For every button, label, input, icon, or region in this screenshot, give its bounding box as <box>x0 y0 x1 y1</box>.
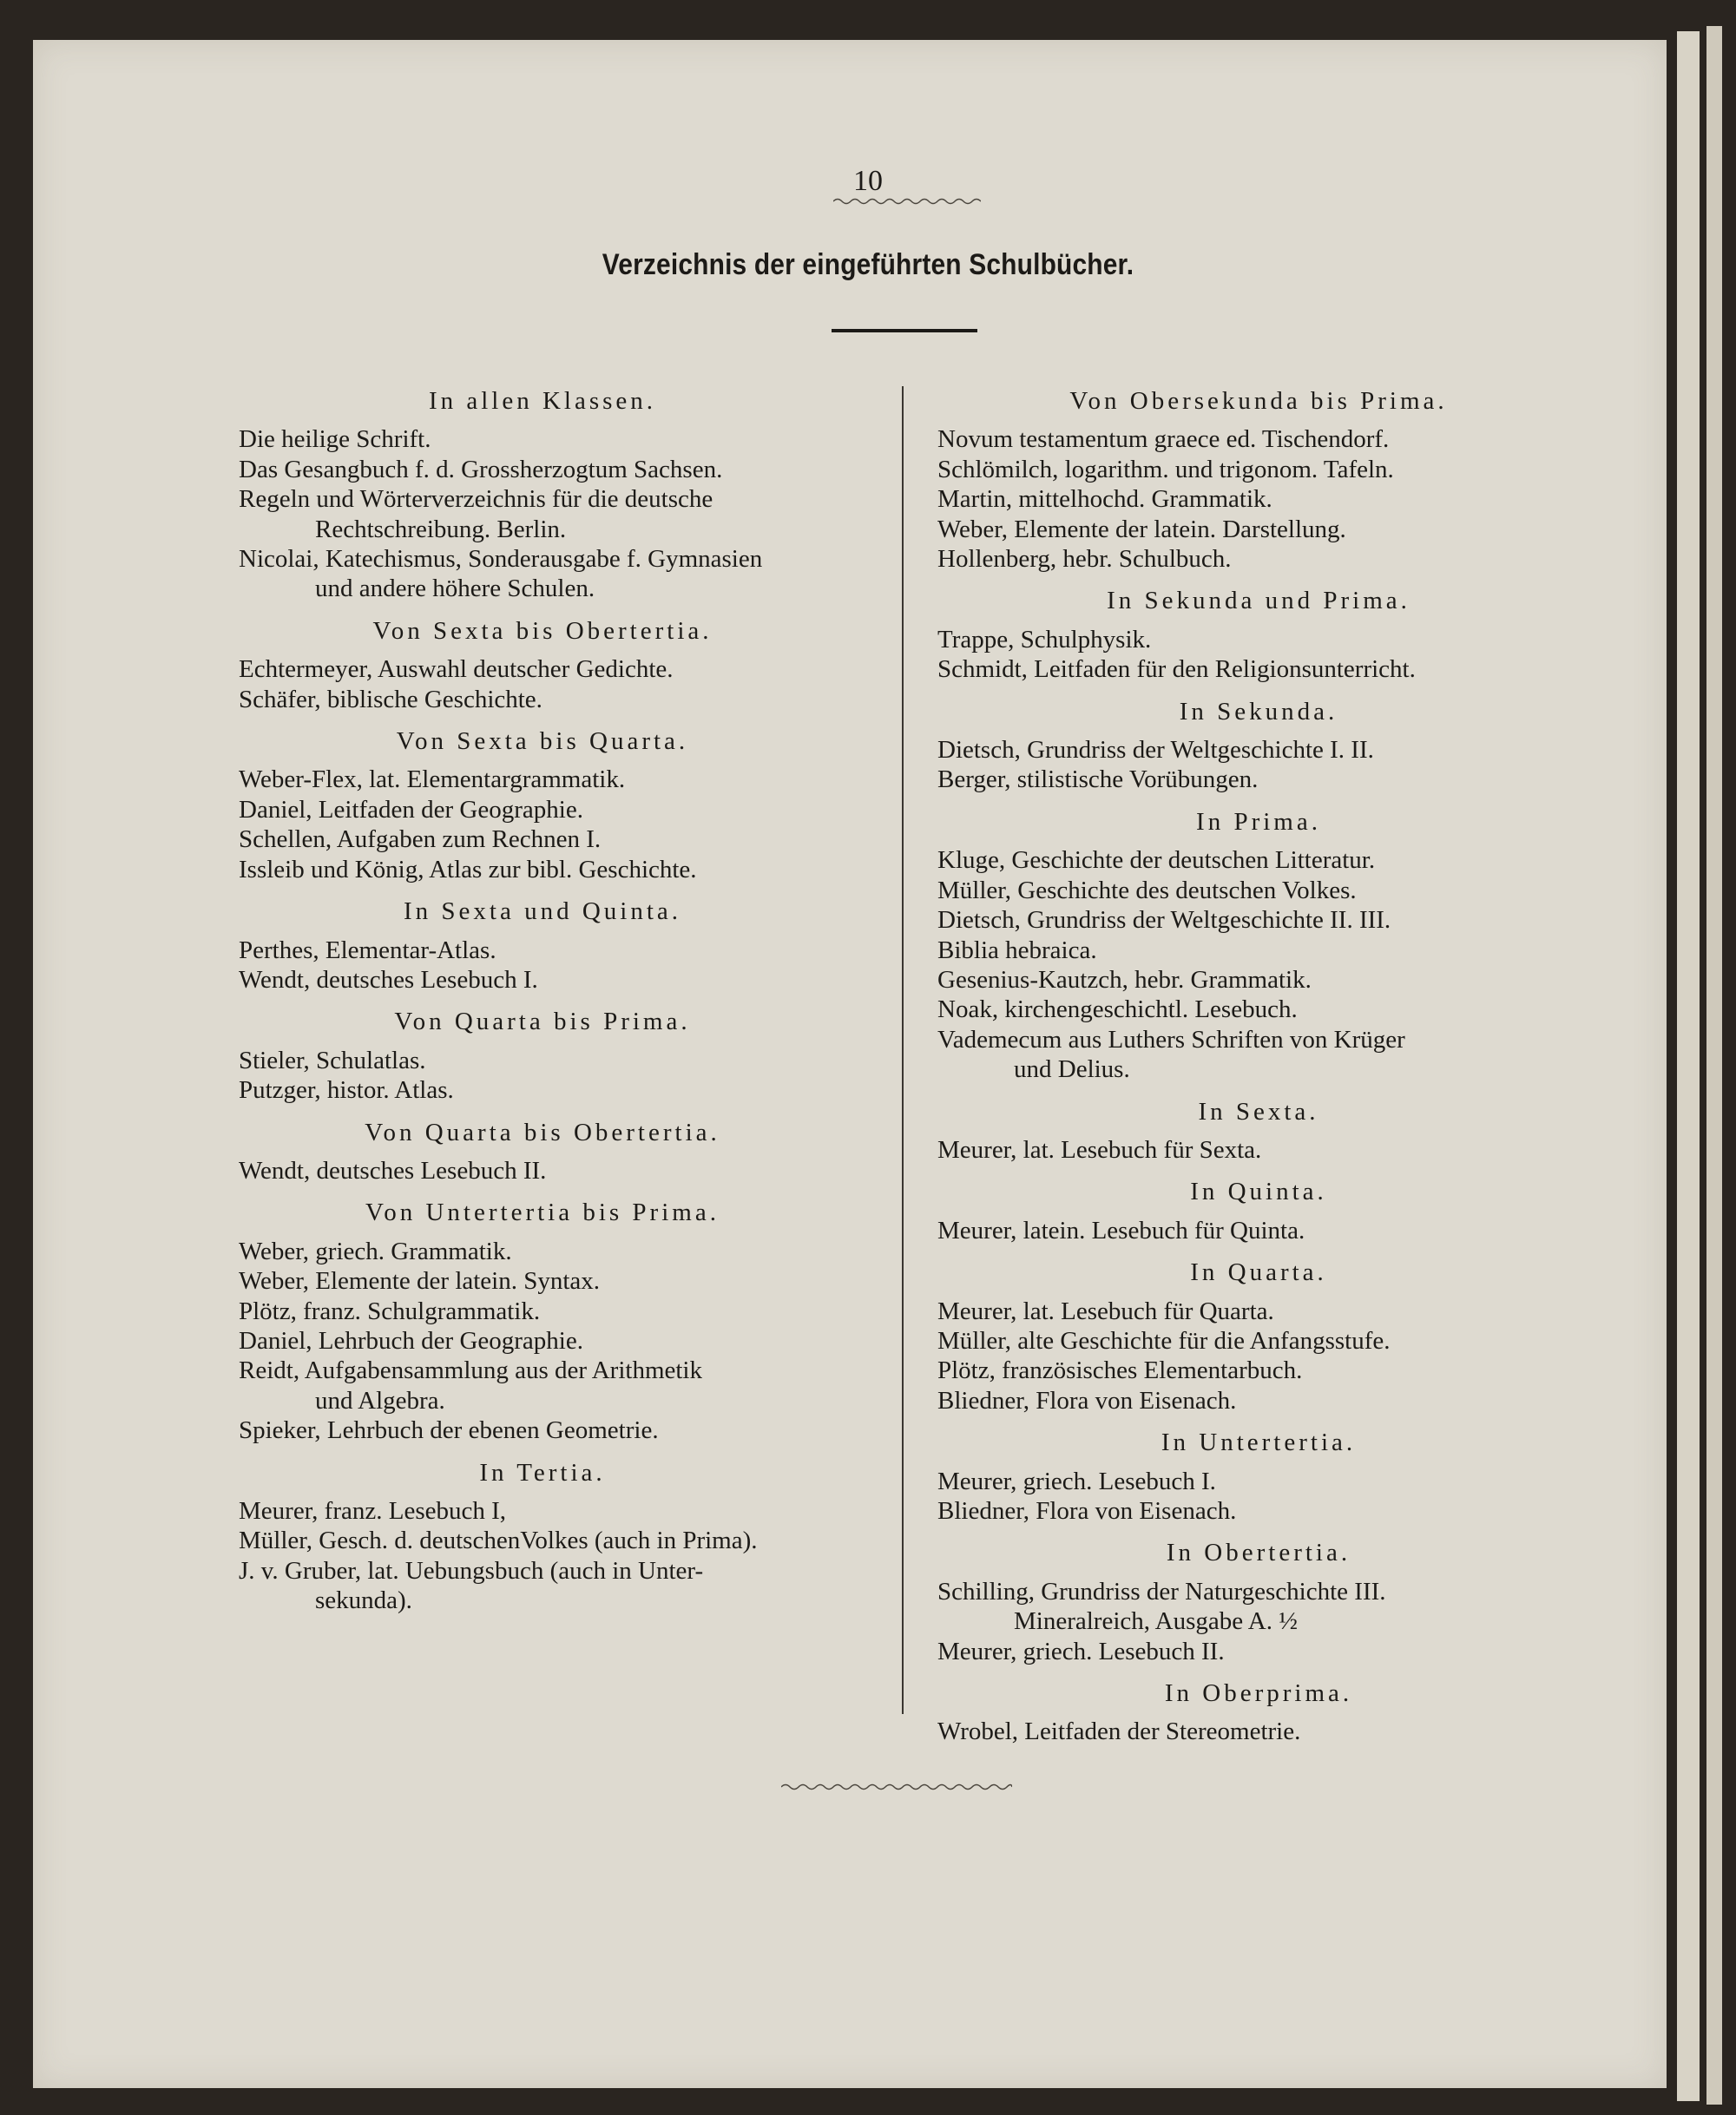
section-heading: Von Sexta bis Quarta. <box>396 727 689 756</box>
book-entry <box>937 1496 1580 1526</box>
book-entry <box>937 424 1580 454</box>
section-heading: In Sekunda und Prima. <box>1107 587 1410 615</box>
section-heading: Von Untertertia bis Prima. <box>365 1199 720 1227</box>
book-entry-text: Biblia hebraica. <box>937 936 1097 964</box>
book-entry-text: Dietsch, Grundriss der Weltgeschichte I. II. <box>937 736 1374 765</box>
book-entry-text: Wendt, deutsches Lesebuch I. <box>239 965 538 994</box>
book-entry-text: Wendt, deutsches Lesebuch II. <box>239 1156 547 1185</box>
book-entry <box>937 735 1580 765</box>
book-entry <box>937 845 1580 875</box>
book-entry-text: Spieker, Lehrbuch der ebenen Geometrie. <box>239 1416 659 1445</box>
book-entry-text: Meurer, lat. Lesebuch für Quarta. <box>937 1297 1274 1325</box>
book-entry-text: Plötz, franz. Schulgrammatik. <box>239 1297 541 1325</box>
book-entry <box>937 1637 1580 1666</box>
book-entry-text: Gesenius-Kautzch, hebr. Grammatik. <box>937 965 1312 994</box>
book-entry <box>937 1386 1580 1415</box>
book-entry <box>937 625 1580 654</box>
book-entry <box>239 1156 846 1186</box>
section-heading: In Prima. <box>1196 807 1321 836</box>
section-heading: Von Quarta bis Obertertia. <box>365 1118 720 1146</box>
book-entry <box>937 995 1580 1024</box>
book-entry <box>937 654 1580 684</box>
book-entry-text: Nicolai, Katechismus, Sonderausgabe f. Gymnasien <box>239 545 763 574</box>
book-entry-text: Reidt, Aufgabensammlung aus der Arithmetik <box>239 1356 702 1385</box>
page-number: 10 <box>853 165 883 197</box>
book-entry-text: Schmidt, Leitfaden für den Religionsunterricht. <box>937 655 1416 684</box>
section-heading: In Quinta. <box>1190 1178 1327 1206</box>
right-column <box>937 386 1580 1747</box>
book-entry-continuation: sekunda). <box>315 1586 412 1615</box>
section-heading: Von Sexta bis Obertertia. <box>372 616 713 645</box>
book-entry <box>937 515 1580 544</box>
book-entry-continuation: Rechtschreibung. Berlin. <box>315 515 567 543</box>
book-entry <box>937 905 1580 935</box>
section-heading: In Sexta und Quinta. <box>403 897 681 926</box>
book-entry <box>937 1297 1580 1326</box>
book-entry-text: Die heilige Schrift. <box>239 425 431 454</box>
ornament-footer <box>781 1781 1012 1793</box>
book-entry <box>239 824 846 854</box>
book-entry-text: Novum testamentum graece ed. Tischendorf. <box>937 425 1390 454</box>
book-entry-text: Putzger, histor. Atlas. <box>239 1076 454 1105</box>
book-entry <box>937 1326 1580 1356</box>
book-entry-text: Noak, kirchengeschichtl. Lesebuch. <box>937 995 1298 1024</box>
left-column <box>239 386 846 1616</box>
book-entry-text: Kluge, Geschichte der deutschen Litteratur. <box>937 846 1376 875</box>
book-entry-text: J. v. Gruber, lat. Uebungsbuch (auch in Unter- <box>239 1556 704 1585</box>
book-entry-text: Müller, Geschichte des deutschen Volkes. <box>937 876 1357 904</box>
section-heading: In Obertertia. <box>1166 1539 1351 1567</box>
book-entry-text: Müller, Gesch. d. deutschenVolkes (auch in Prima). <box>239 1527 758 1555</box>
book-entry <box>239 765 846 794</box>
book-entry <box>937 965 1580 995</box>
column-divider <box>902 386 904 1714</box>
book-entry <box>239 1237 846 1266</box>
section-heading: In Sekunda. <box>1179 697 1338 726</box>
book-entry-text: Schellen, Aufgaben zum Rechnen I. <box>239 825 602 854</box>
book-entry-text: Meurer, latein. Lesebuch für Quinta. <box>937 1216 1305 1245</box>
book-entry-text: Weber, griech. Grammatik. <box>239 1237 512 1265</box>
section-heading: In Quarta. <box>1190 1258 1327 1287</box>
book-entry <box>239 1075 846 1105</box>
book-entry <box>239 654 846 684</box>
section-heading: In Tertia. <box>479 1458 606 1487</box>
section-heading: Von Obersekunda bis Prima. <box>1069 387 1448 415</box>
book-entry-text: Hollenberg, hebr. Schulbuch. <box>937 545 1232 574</box>
page-edge <box>1677 31 1700 2101</box>
book-entry-text: Weber, Elemente der latein. Syntax. <box>239 1267 601 1296</box>
book-entry-text: Das Gesangbuch f. d. Grossherzogtum Sachsen. <box>239 455 723 483</box>
book-entry <box>937 1025 1580 1085</box>
book-entry-text: Echtermeyer, Auswahl deutscher Gedichte. <box>239 655 674 684</box>
book-entry <box>239 1326 846 1356</box>
book-entry-text: Schilling, Grundriss der Naturgeschichte III. <box>937 1577 1386 1606</box>
book-entry <box>239 1496 846 1526</box>
book-entry <box>239 795 846 824</box>
book-entry-text: Perthes, Elementar-Atlas. <box>239 936 496 964</box>
book-entry-text: Trappe, Schulphysik. <box>937 625 1152 654</box>
book-entry-text: Meurer, franz. Lesebuch I, <box>239 1497 507 1525</box>
book-entry <box>937 1356 1580 1385</box>
title-rule <box>832 329 977 332</box>
section-heading: In Oberprima. <box>1164 1679 1353 1708</box>
book-entry <box>937 455 1580 484</box>
book-entry <box>239 1356 846 1415</box>
book-entry-continuation: Mineralreich, Ausgabe A. ½ <box>1014 1607 1298 1636</box>
book-entry <box>937 1577 1580 1637</box>
book-entry <box>937 765 1580 794</box>
book-entry-text: Weber-Flex, lat. Elementargrammatik. <box>239 765 626 794</box>
book-entry <box>239 1415 846 1445</box>
book-entry <box>239 685 846 714</box>
book-entry-text: Daniel, Lehrbuch der Geographie. <box>239 1326 583 1355</box>
book-entry <box>937 1216 1580 1245</box>
book-entry <box>937 1717 1580 1746</box>
book-entry <box>937 484 1580 514</box>
book-entry <box>239 484 846 544</box>
section-heading: Von Quarta bis Prima. <box>394 1008 691 1036</box>
book-entry-text: Müller, alte Geschichte für die Anfangsstufe. <box>937 1326 1391 1355</box>
book-entry <box>239 1297 846 1326</box>
book-entry-text: Plötz, französisches Elementarbuch. <box>937 1356 1303 1385</box>
book-entry <box>937 544 1580 574</box>
book-entry-text: Meurer, griech. Lesebuch II. <box>937 1637 1225 1665</box>
book-entry <box>937 1467 1580 1496</box>
book-entry-text: Berger, stilistische Vorübungen. <box>937 765 1259 794</box>
book-entry-text: Daniel, Leitfaden der Geographie. <box>239 795 583 824</box>
book-entry <box>239 1556 846 1616</box>
section-heading: In Untertertia. <box>1161 1429 1357 1457</box>
book-entry <box>239 855 846 884</box>
book-entry-text: Stieler, Schulatlas. <box>239 1046 426 1074</box>
book-entry <box>239 544 846 604</box>
book-entry <box>239 455 846 484</box>
book-entry-text: Regeln und Wörterverzeichnis für die deutsche <box>239 485 713 514</box>
book-entry-text: Bliedner, Flora von Eisenach. <box>937 1497 1237 1525</box>
page-title: Verzeichnis der eingeführten Schulbücher. <box>602 248 1134 281</box>
book-entry-text: Bliedner, Flora von Eisenach. <box>937 1386 1237 1415</box>
book-entry-text: Schäfer, biblische Geschichte. <box>239 685 542 713</box>
book-entry-continuation: und andere höhere Schulen. <box>315 575 595 603</box>
book-entry <box>239 936 846 965</box>
section-heading: In Sexta. <box>1198 1097 1319 1126</box>
book-entry-text: Meurer, lat. Lesebuch für Sexta. <box>937 1135 1262 1164</box>
book-entry <box>239 1526 846 1555</box>
book-entry-text: Meurer, griech. Lesebuch I. <box>937 1467 1216 1495</box>
book-entry-text: Schlömilch, logarithm. und trigonom. Tafeln. <box>937 455 1394 483</box>
section-heading: In allen Klassen. <box>428 387 657 415</box>
book-entry-text: Issleib und König, Atlas zur bibl. Geschichte. <box>239 855 697 883</box>
book-entry <box>937 876 1580 905</box>
ornament-under-page-number <box>833 196 981 207</box>
book-entry <box>937 1135 1580 1165</box>
book-entry-text: Martin, mittelhochd. Grammatik. <box>937 485 1272 514</box>
book-entry-continuation: und Delius. <box>1014 1055 1130 1084</box>
book-entry-text: Dietsch, Grundriss der Weltgeschichte II. III. <box>937 906 1391 935</box>
page-edge-back <box>1706 26 1722 2105</box>
book-entry <box>937 936 1580 965</box>
book-entry-text: Weber, Elemente der latein. Darstellung. <box>937 515 1346 543</box>
book-entry-text: Vademecum aus Luthers Schriften von Krüger <box>937 1025 1405 1054</box>
book-entry-text: Wrobel, Leitfaden der Stereometrie. <box>937 1718 1301 1746</box>
book-entry-continuation: und Algebra. <box>315 1386 445 1415</box>
book-entry <box>239 965 846 995</box>
book-entry <box>239 1266 846 1296</box>
book-entry <box>239 424 846 454</box>
book-entry <box>239 1046 846 1075</box>
